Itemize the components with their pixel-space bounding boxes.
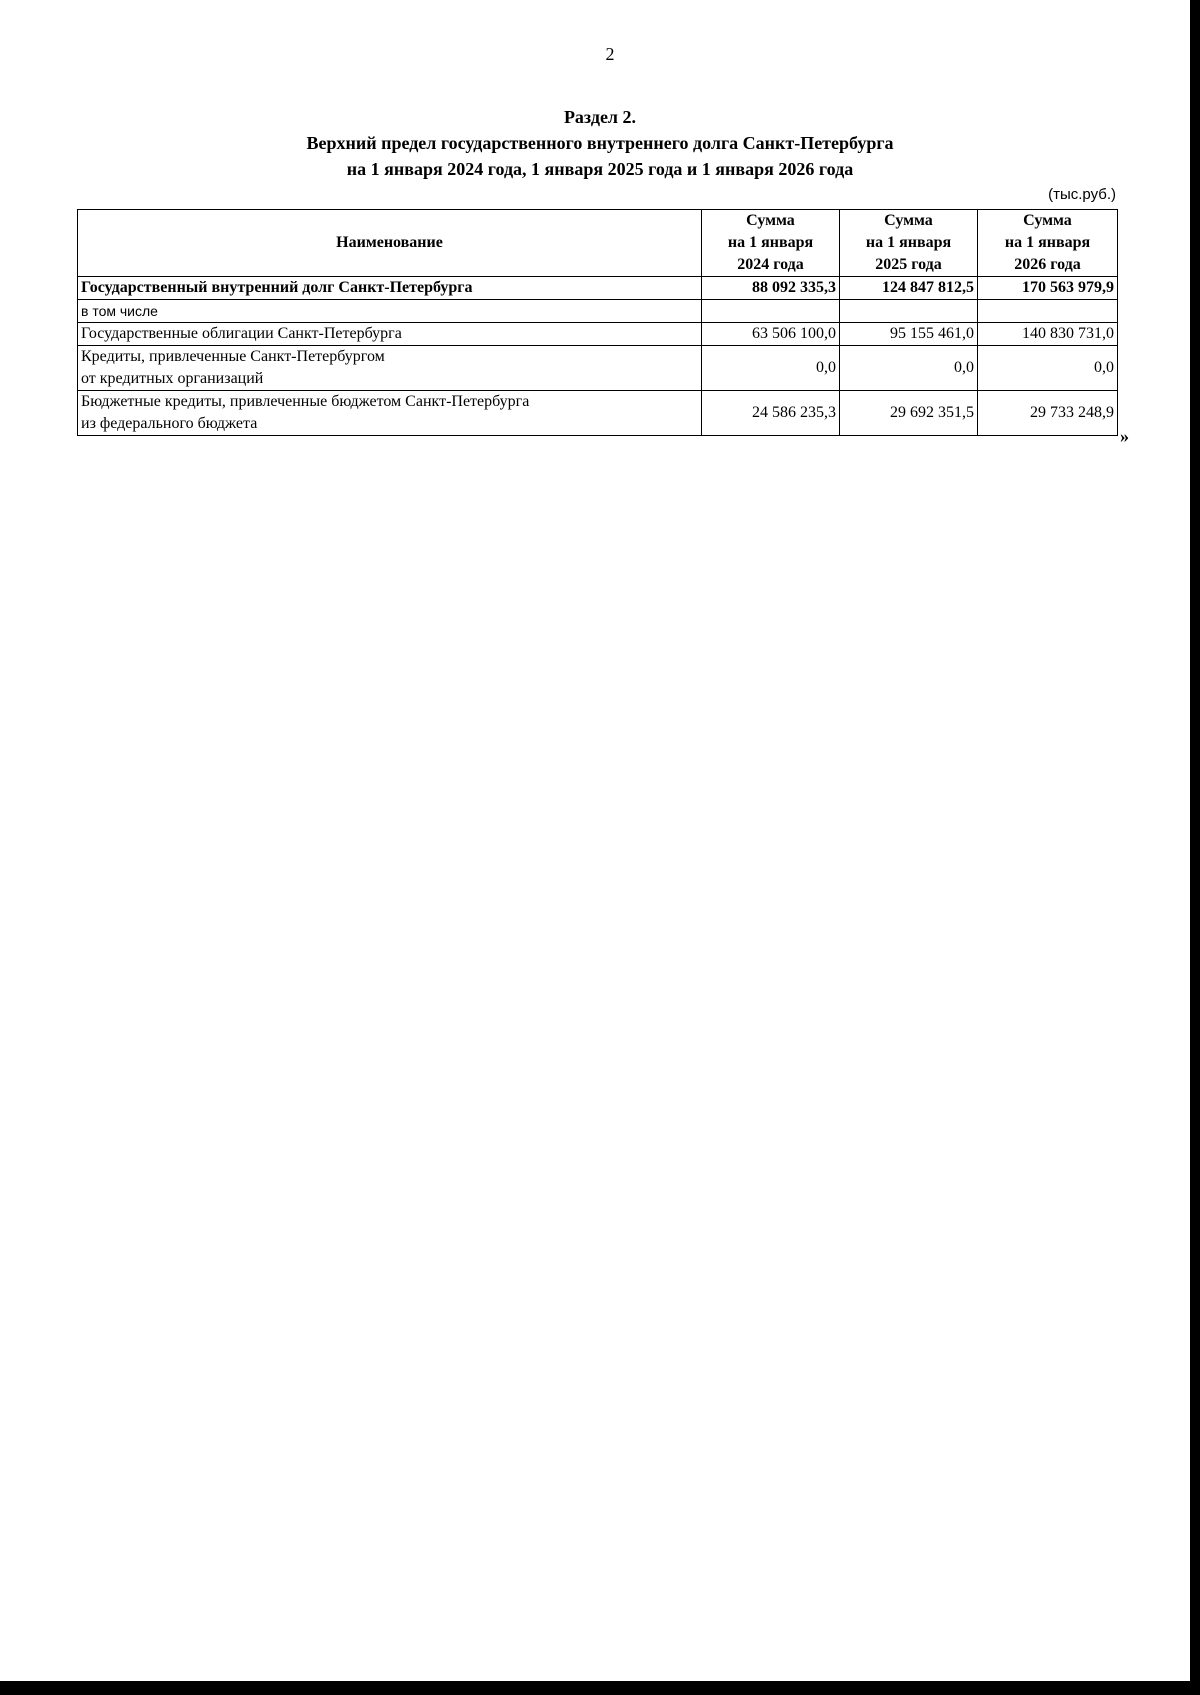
row-name: Государственные облигации Санкт-Петербурга — [78, 323, 702, 346]
header-col-2025 — [840, 210, 978, 277]
header-col-2026-line2: на 1 января — [1004, 234, 1091, 251]
row-name-line2: от кредитных организаций — [81, 370, 264, 387]
row-name — [78, 391, 702, 436]
row-value-2024: 0,0 — [702, 346, 840, 391]
row-name: в том числе — [78, 300, 702, 323]
row-name-line2: из федерального бюджета — [81, 415, 258, 432]
header-col-2024-line1: Сумма — [746, 212, 795, 229]
header-col-2024 — [702, 210, 840, 277]
header-col-2026-line3: 2026 года — [1014, 256, 1081, 273]
table-header-row — [78, 210, 1118, 277]
header-col-2026-line1: Сумма — [1023, 212, 1072, 229]
row-value-2025 — [840, 300, 978, 323]
row-value-2025: 95 155 461,0 — [840, 323, 978, 346]
header-col-2024-line3: 2024 года — [737, 256, 804, 273]
row-value-2026: 0,0 — [978, 346, 1118, 391]
table-row-budget-loans — [78, 391, 1118, 436]
table-row-bonds — [78, 323, 1118, 346]
row-value-2026 — [978, 300, 1118, 323]
row-value-2024: 88 092 335,3 — [702, 277, 840, 300]
row-value-2026: 29 733 248,9 — [978, 391, 1118, 436]
row-value-2024: 63 506 100,0 — [702, 323, 840, 346]
header-col-2025-line3: 2025 года — [875, 256, 942, 273]
row-value-2025: 29 692 351,5 — [840, 391, 978, 436]
row-value-2024 — [702, 300, 840, 323]
header-col-2025-line2: на 1 января — [865, 234, 952, 251]
row-value-2025: 124 847 812,5 — [840, 277, 978, 300]
row-name-line1: Бюджетные кредиты, привлеченные бюджетом Санкт-Петербурга — [81, 393, 530, 410]
row-name — [78, 346, 702, 391]
row-name: Государственный внутренний долг Санкт-Петербурга — [78, 277, 702, 300]
page-edge-right — [1190, 0, 1200, 1695]
row-value-2026: 170 563 979,9 — [978, 277, 1118, 300]
section-title-line3: на 1 января 2024 года, 1 января 2025 года и 1 января 2026 года — [346, 159, 854, 179]
closing-quote: » — [1120, 426, 1129, 446]
header-col-2026 — [978, 210, 1118, 277]
section-title-line1: Раздел 2. — [563, 107, 637, 127]
row-value-2026: 140 830 731,0 — [978, 323, 1118, 346]
header-col-2024-line2: на 1 января — [727, 234, 814, 251]
section-title-line2: Верхний предел государственного внутреннего долга Санкт-Петербурга — [306, 133, 894, 153]
row-value-2025: 0,0 — [840, 346, 978, 391]
row-value-2024: 24 586 235,3 — [702, 391, 840, 436]
header-name: Наименование — [78, 210, 702, 277]
header-col-2025-line1: Сумма — [884, 212, 933, 229]
table-row-including — [78, 300, 1118, 323]
page-edge-bottom — [0, 1681, 1200, 1695]
page-number: 2 — [605, 44, 615, 64]
section-title — [0, 104, 1200, 182]
units-label: (тыс.руб.) — [1048, 186, 1116, 203]
row-name-line1: Кредиты, привлеченные Санкт-Петербургом — [81, 348, 385, 365]
table-row-credit-org-loans — [78, 346, 1118, 391]
debt-table — [77, 209, 1118, 436]
table-row-total-debt — [78, 277, 1118, 300]
